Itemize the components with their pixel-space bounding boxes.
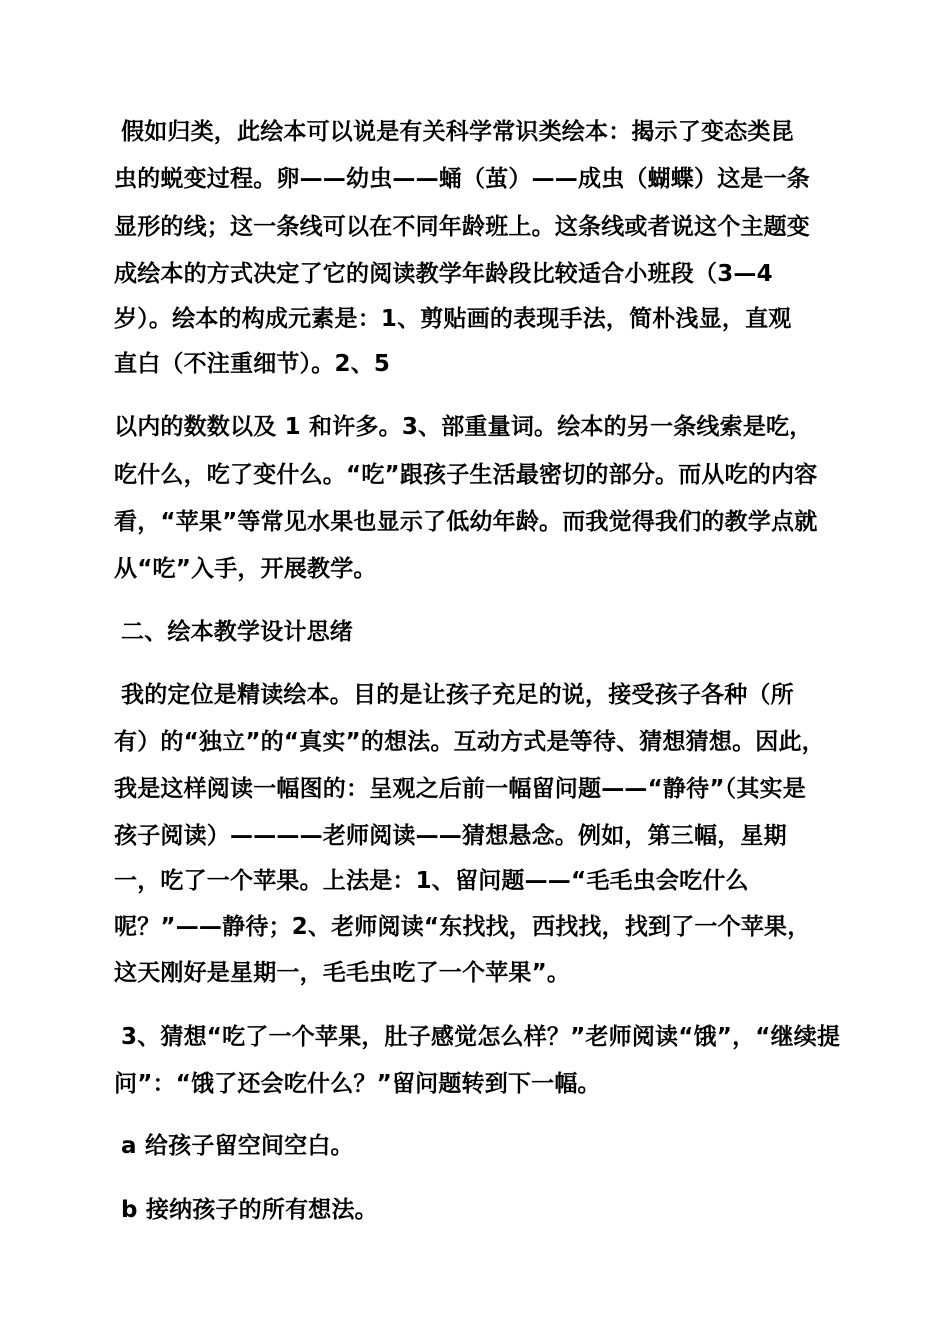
text-line: 直白（不注重细节）。2、5 [114,351,391,377]
text-line: 岁）。绘本的构成元素是：1、剪贴画的表现手法，简朴浅显，直观 [114,306,792,332]
text-line: 呢？”——静待；2、老师阅读“东找找，西找找，找到了一个苹果， [114,914,811,940]
text-line: 吃什么，吃了变什么。“吃”跟孩子生活最密切的部分。而从吃的内容 [114,462,818,488]
text-line: 我的定位是精读绘本。目的是让孩子充足的说，接受孩子各种（所 [121,682,794,708]
text-line: 3、猜想“吃了一个苹果，肚子感觉怎么样？”老师阅读“饿”，“继续提 [121,1024,841,1050]
text-line: 这天刚好是星期一，毛毛虫吃了一个苹果”。 [114,960,571,986]
text-line: 虫的蜕变过程。卵——幼虫——蛹（茧）——成虫（蝴蝶）这是一条 [114,166,810,192]
list-item-a: a 给孩子留空间空白。 [121,1133,354,1159]
text-line: 一，吃了一个苹果。上法是：1、留问题——“毛毛虫会吃什么 [114,868,749,894]
list-item-b: b 接纳孩子的所有想法。 [121,1197,378,1223]
text-line: 孩子阅读）————老师阅读——猜想悬念。例如，第三幅，星期 [114,823,787,849]
text-line: 有）的“独立”的“真实”的想法。互动方式是等待、猜想猜想。因此， [114,729,825,755]
section-heading: 二、绘本教学设计思绪 [121,619,353,645]
text-line: 显形的线；这一条线可以在不同年龄班上。这条线或者说这个主题变 [114,214,810,240]
text-line: 以内的数数以及 1 和许多。3、部重量词。绘本的另一条线索是吃， [114,414,813,440]
text-line: 成绘本的方式决定了它的阅读教学年龄段比较适合小班段（3—4 [114,261,773,287]
text-line: 我是这样阅读一幅图的：呈观之后前一幅留问题——“静待”（其实是 [114,776,806,802]
text-line: 看，“苹果”等常见水果也显示了低幼年龄。而我觉得我们的教学点就 [114,509,818,535]
text-line: 问”：“饿了还会吃什么？”留问题转到下一幅。 [114,1071,601,1097]
text-line: 从“吃”入手，开展教学。 [114,556,377,582]
text-line: 假如归类，此绘本可以说是有关科学常识类绘本：揭示了变态类昆 [121,119,794,145]
